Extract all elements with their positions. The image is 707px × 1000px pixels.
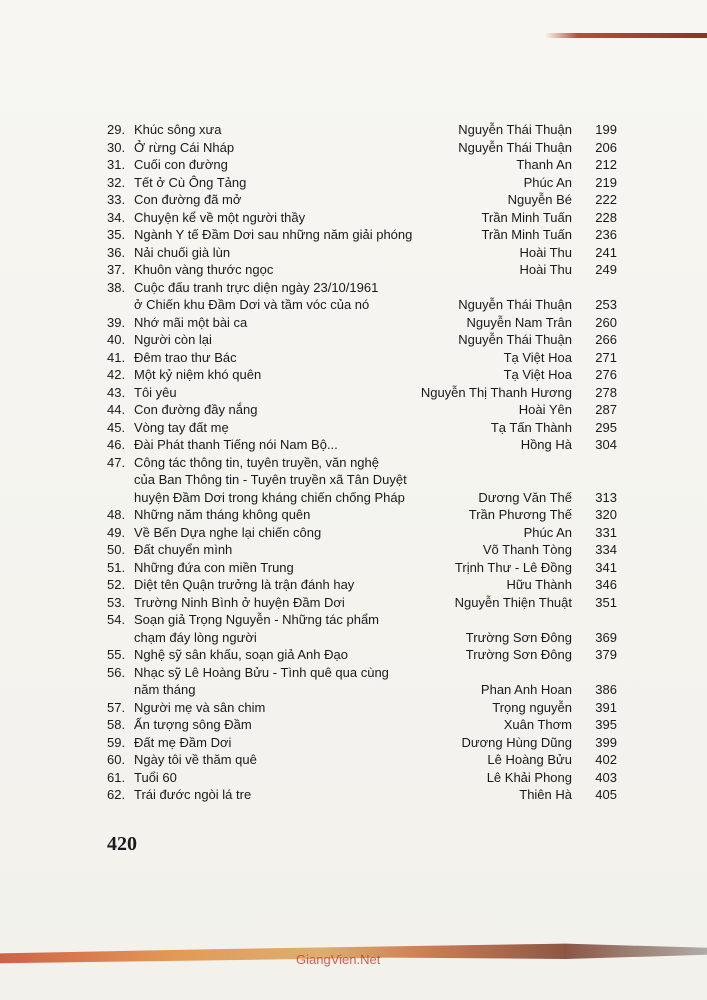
entry-page-number: 386 [595,682,617,697]
entry-page-number: 276 [595,367,617,382]
entry-title-line: Người còn lại [134,332,212,347]
entry-page-number: 395 [595,717,617,732]
entry-number: 40. [107,332,126,347]
entry-page-number: 212 [595,157,617,172]
entry-title-line: Đất mẹ Đầm Dơi [134,734,232,750]
entry-page-number: 403 [595,769,617,785]
toc-entry [107,454,617,507]
watermark: GiangVien.Net [296,952,381,967]
entry-title-line: Trường Ninh Bình ở huyện Đầm Dơi [134,594,345,610]
entry-number: 30. [107,139,126,155]
entry-number: 49. [107,524,126,540]
toc-entry [107,191,617,209]
entry-number: 52. [107,577,126,592]
entry-page-number: 313 [595,489,617,505]
entry-page-number: 341 [595,559,617,575]
toc-entry [107,541,617,559]
entry-author: Trịnh Thư - Lê Đồng [454,559,572,575]
entry-author: Nguyễn Thiện Thuật [454,594,572,610]
entry-author: Nguyễn Thái Thuận [458,139,572,155]
toc-entry [107,646,617,664]
entry-author: Trần Minh Tuấn [481,209,572,225]
entry-title-line: Ở rừng Cái Nháp [134,139,235,155]
entry-author: Dương Văn Thế [478,489,572,505]
entry-title-line: Đêm trao thư Bác [134,349,237,365]
entry-title-line: Nải chuối già lùn [134,244,231,260]
entry-author: Tạ Việt Hoa [503,349,572,365]
toc-entry [107,226,617,244]
entry-title-line: Chuyện kể về một người thầy [134,209,306,225]
entry-author: Hoài Thu [519,262,572,277]
entry-author: Dương Hùng Dũng [461,734,572,750]
entry-author: Võ Thanh Tòng [482,542,572,557]
entry-number: 60. [107,752,126,767]
entry-author: Lê Hoàng Bửu [487,752,572,767]
entry-title-line: Đài Phát thanh Tiếng nói Nam Bộ... [134,437,338,452]
entry-title-line: Tôi yêu [134,384,177,400]
entry-number: 42. [107,367,126,382]
entry-author: Hồng Hà [520,437,572,452]
entry-author: Trọng nguyễn [492,699,572,715]
toc-entry [107,331,617,349]
entry-number: 55. [107,647,126,662]
page-number: 420 [107,833,137,855]
toc-entry [107,314,617,332]
entry-title-line: Ngày tôi về thăm quê [134,752,257,767]
entry-page-number: 331 [595,524,617,540]
entry-author: Trường Sơn Đông [465,629,572,645]
entry-page-number: 253 [595,297,617,312]
toc-entry [107,611,617,646]
entry-title-line: Những năm tháng không quên [134,507,311,522]
entry-number: 32. [107,174,126,190]
entry-author: Nguyễn Thái Thuận [458,122,572,137]
entry-number: 45. [107,419,126,435]
entry-title-line: Vòng tay đất mẹ [134,419,229,435]
entry-number: 38. [107,279,126,295]
entry-title-line: Ngành Y tế Đầm Dơi sau những năm giải phóng [134,227,413,242]
entry-page-number: 295 [595,419,617,435]
entry-number: 31. [107,157,126,172]
entry-page-number: 399 [595,734,617,750]
toc-entry [107,244,617,262]
entry-number: 48. [107,507,126,522]
entry-number: 59. [107,734,126,750]
entry-page-number: 271 [595,349,617,365]
entry-title-line: Trái đước ngòi lá tre [134,787,252,802]
toc-entry [107,121,617,139]
entry-title-line: Cuộc đấu tranh trực diện ngày 23/10/1961 [134,279,379,295]
entry-title-line: Khuôn vàng thước ngọc [134,262,274,277]
entry-title-line: Khúc sông xưa [134,122,222,137]
toc-entry [107,401,617,419]
entry-author: Thiên Hà [519,787,572,802]
entry-title-line: Đất chuyển mình [134,542,233,557]
toc-entry [107,506,617,524]
toc-entry [107,261,617,279]
entry-author: Nguyễn Bé [507,192,572,207]
entry-title-line: Một kỷ niệm khó quên [134,367,262,382]
entry-author: Trần Phương Thế [468,507,572,522]
entry-title-line: Cuối con đường [134,157,228,172]
entry-number: 57. [107,699,126,715]
entry-number: 47. [107,454,126,470]
toc-entry [107,734,617,752]
entry-author: Nguyễn Thị Thanh Hương [420,384,572,400]
entry-page-number: 402 [595,752,617,767]
entry-page-number: 287 [595,402,617,417]
toc-entry [107,174,617,192]
entry-page-number: 222 [595,192,617,207]
toc-entry [107,524,617,542]
toc-entry [107,349,617,367]
toc-entry [107,156,617,174]
toc-entry [107,716,617,734]
entry-number: 35. [107,227,126,242]
entry-author: Tạ Tấn Thành [490,419,572,435]
entry-page-number: 266 [595,332,617,347]
entry-page-number: 228 [595,209,617,225]
toc-entry [107,279,617,314]
entry-number: 53. [107,594,126,610]
entry-page-number: 304 [595,437,617,452]
entry-page-number: 351 [595,594,617,610]
entry-title-line: Diệt tên Quận trưởng là trận đánh hay [134,577,355,592]
entry-page-number: 260 [595,314,617,330]
entry-author: Thanh An [516,157,572,172]
entry-page-number: 334 [595,542,617,557]
entry-page-number: 219 [595,174,617,190]
toc-entry [107,419,617,437]
entry-page-number: 236 [595,227,617,242]
entry-title-line: Nhớ mãi một bài ca [134,314,248,330]
entry-title-line: Về Bến Dựa nghe lại chiến công [134,524,322,540]
entry-number: 39. [107,314,126,330]
toc-entry [107,139,617,157]
entry-number: 44. [107,402,126,417]
entry-page-number: 346 [595,577,617,592]
toc-entry [107,594,617,612]
entry-author: Trường Sơn Đông [465,647,572,662]
entry-author: Hoài Yên [518,402,572,417]
toc-entry [107,559,617,577]
entry-title-line: của Ban Thông tin - Tuyên truyền xã Tân Duyệt [134,472,407,487]
entry-number: 37. [107,262,126,277]
toc-entry [107,699,617,717]
entry-number: 50. [107,542,126,557]
entry-title-line: Con đường đã mở [134,192,242,207]
entry-title-line: Tuổi 60 [134,769,177,785]
entry-number: 56. [107,664,126,680]
entry-page-number: 379 [595,647,617,662]
toc-entry [107,366,617,384]
entry-number: 61. [107,769,126,785]
entry-page-number: 405 [595,787,617,802]
entry-page-number: 206 [595,139,617,155]
entry-number: 54. [107,612,126,627]
entry-title-line: chạm đáy lòng người [134,629,257,645]
entry-number: 41. [107,349,126,365]
entry-number: 62. [107,787,126,802]
entry-author: Hữu Thành [506,577,572,592]
entry-title-line: Công tác thông tin, tuyên truyền, văn nghệ [134,454,380,470]
entry-author: Hoài Thu [519,244,572,260]
entry-number: 36. [107,244,126,260]
entry-page-number: 241 [595,244,617,260]
entry-number: 34. [107,209,126,225]
entry-title-line: Tết ở Cù Ông Tảng [134,174,247,190]
toc-entry [107,751,617,769]
entry-title-line: Người mẹ và sân chim [134,699,266,715]
toc-entry [107,576,617,594]
entry-number: 29. [107,122,126,137]
table-of-contents [107,121,617,804]
entry-page-number: 369 [595,629,617,645]
entry-title-line: ở Chiến khu Đầm Dơi và tầm vóc của nó [134,297,370,312]
entry-author: Nguyễn Thái Thuận [458,297,572,312]
entry-author: Phúc An [523,524,572,540]
toc-entry [107,769,617,787]
entry-author: Nguyễn Nam Trân [466,314,572,330]
entry-page-number: 199 [595,122,617,137]
toc-entry [107,786,617,804]
toc-entry [107,664,617,699]
entry-title-line: Soạn giả Trọng Nguyễn - Những tác phẩm [134,612,380,627]
entry-title-line: năm tháng [134,682,196,697]
entry-author: Nguyễn Thái Thuận [458,332,572,347]
entry-author: Tạ Việt Hoa [503,367,572,382]
entry-title-line: Những đứa con miền Trung [134,559,294,575]
entry-title-line: Con đường đầy nắng [134,402,258,417]
entry-page-number: 278 [595,384,617,400]
entry-number: 43. [107,384,126,400]
toc-entry [107,384,617,402]
toc-entry [107,436,617,454]
entry-author: Phan Anh Hoan [480,682,572,697]
entry-number: 51. [107,559,126,575]
entry-author: Trần Minh Tuấn [481,227,572,242]
entry-page-number: 320 [595,507,617,522]
entry-title-line: Nghệ sỹ sân khấu, soạn giả Anh Đạo [134,647,348,662]
entry-page-number: 391 [595,699,617,715]
entry-number: 33. [107,192,126,207]
entry-title-line: Ấn tượng sông Đầm [134,717,252,732]
entry-author: Lê Khải Phong [486,769,572,785]
entry-number: 46. [107,437,126,452]
entry-author: Phúc An [523,174,572,190]
top-decorative-stripe [545,33,707,38]
entry-title-line: huyện Đầm Dơi trong kháng chiến chống Pháp [134,489,405,505]
entry-page-number: 249 [595,262,617,277]
entry-author: Xuân Thơm [503,717,572,732]
toc-entry [107,209,617,227]
entry-title-line: Nhạc sỹ Lê Hoàng Bửu - Tình quê qua cùng [134,664,389,680]
entry-number: 58. [107,717,126,732]
